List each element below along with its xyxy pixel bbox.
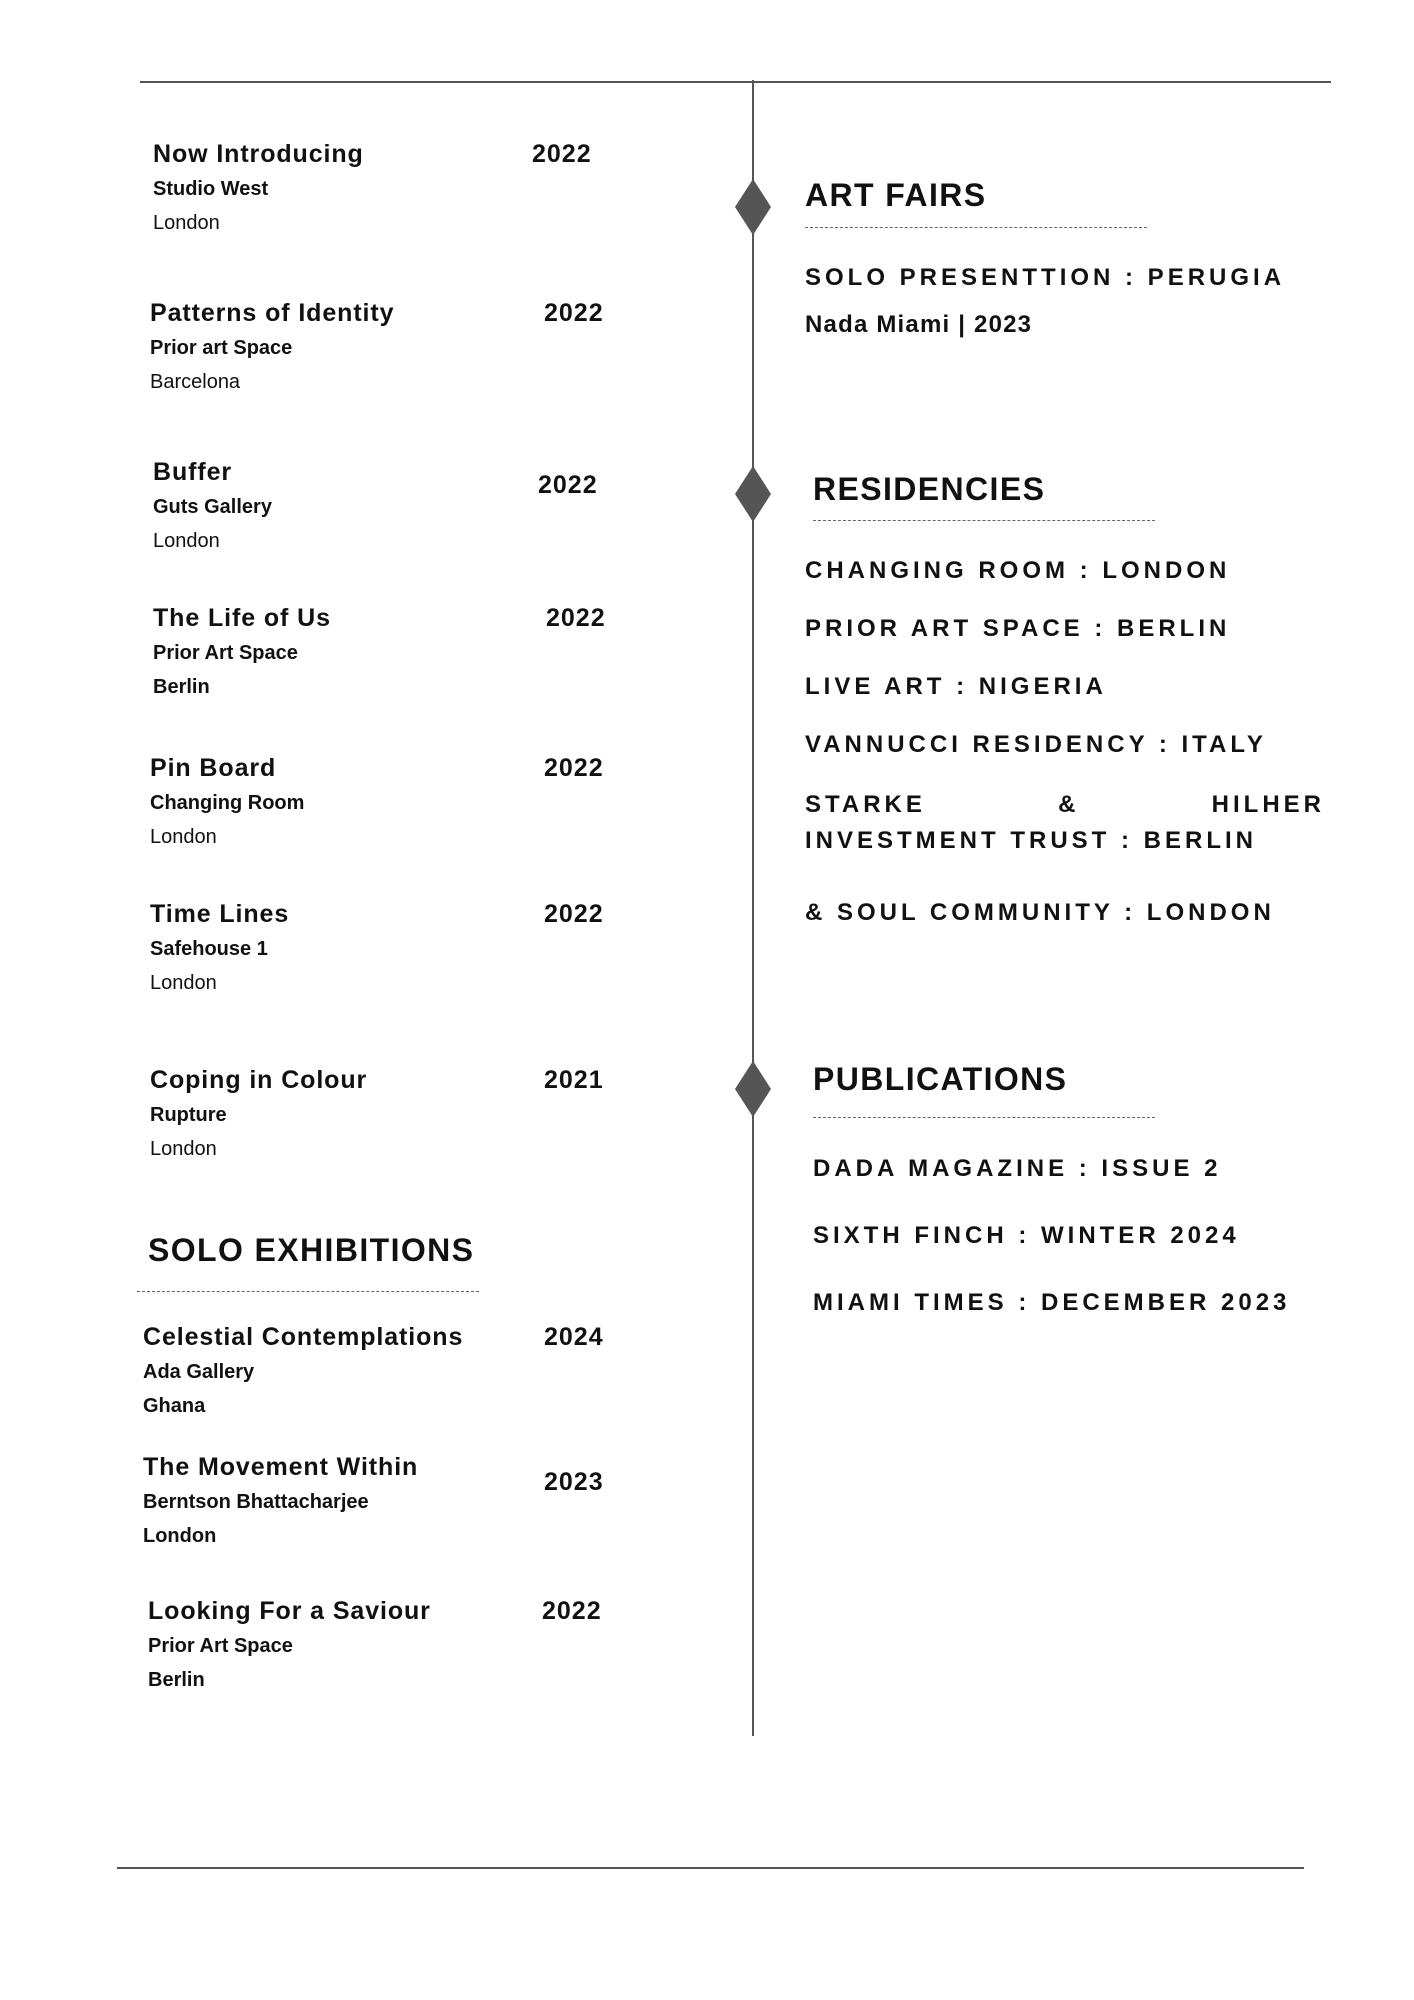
heading-divider xyxy=(805,227,1147,228)
exhibition-venue: Prior Art Space xyxy=(148,1635,293,1657)
art-fair-item: Nada Miami | 2023 xyxy=(805,311,1033,338)
art-fairs-heading: ART FAIRS xyxy=(805,177,987,213)
exhibition-city: London xyxy=(153,212,220,234)
exhibition-venue: Studio West xyxy=(153,178,269,200)
exhibition-city: Ghana xyxy=(143,1395,206,1417)
residency-item: & SOUL COMMUNITY : LONDON xyxy=(805,899,1275,926)
publication-item: DADA MAGAZINE : ISSUE 2 xyxy=(813,1155,1222,1182)
exhibition-city: Berlin xyxy=(153,676,210,698)
exhibition-title: Patterns of Identity xyxy=(150,299,395,327)
exhibition-title: The Life of Us xyxy=(153,604,331,632)
heading-divider xyxy=(813,1117,1155,1118)
solo-exhibitions-heading: SOLO EXHIBITIONS xyxy=(148,1232,475,1268)
exhibition-venue: Changing Room xyxy=(150,792,305,814)
diamond-marker-art-fairs xyxy=(735,179,771,235)
heading-divider xyxy=(137,1291,479,1292)
exhibition-city: London xyxy=(150,972,217,994)
exhibition-year: 2021 xyxy=(544,1066,604,1094)
exhibition-venue: Prior art Space xyxy=(150,337,293,359)
exhibition-venue: Guts Gallery xyxy=(153,496,272,518)
exhibition-title: Pin Board xyxy=(150,754,277,782)
exhibition-title: The Movement Within xyxy=(143,1453,419,1481)
exhibition-year: 2022 xyxy=(544,299,604,327)
exhibition-title: Coping in Colour xyxy=(150,1066,368,1094)
exhibition-title: Time Lines xyxy=(150,900,290,928)
residencies-heading: RESIDENCIES xyxy=(813,471,1046,507)
diamond-marker-residencies xyxy=(735,466,771,522)
exhibition-year: 2022 xyxy=(544,900,604,928)
exhibition-year: 2023 xyxy=(544,1468,604,1496)
heading-divider xyxy=(813,520,1155,521)
timeline-line xyxy=(752,80,754,1736)
exhibition-year: 2024 xyxy=(544,1323,604,1351)
residency-item: LIVE ART : NIGERIA xyxy=(805,673,1107,700)
bottom-rule xyxy=(117,1867,1304,1869)
residency-item-multiline xyxy=(805,787,1325,859)
exhibition-venue: Berntson Bhattacharjee xyxy=(143,1491,369,1513)
exhibition-venue: Rupture xyxy=(150,1104,227,1126)
exhibition-venue: Prior Art Space xyxy=(153,642,298,664)
exhibition-city: Barcelona xyxy=(150,371,241,393)
exhibition-year: 2022 xyxy=(544,754,604,782)
exhibition-title: Buffer xyxy=(153,458,233,486)
exhibition-venue: Safehouse 1 xyxy=(150,938,268,960)
residency-item: PRIOR ART SPACE : BERLIN xyxy=(805,615,1231,642)
top-rule xyxy=(140,81,1331,83)
exhibition-city: London xyxy=(153,530,220,552)
exhibition-year: 2022 xyxy=(542,1597,602,1625)
publication-item: SIXTH FINCH : WINTER 2024 xyxy=(813,1222,1240,1249)
exhibition-title: Now Introducing xyxy=(153,140,364,168)
art-fair-item: SOLO PRESENTTION : PERUGIA xyxy=(805,264,1286,291)
residency-item-line: INVESTMENT TRUST : BERLIN xyxy=(805,827,1257,854)
exhibition-year: 2022 xyxy=(546,604,606,632)
residency-item: VANNUCCI RESIDENCY : ITALY xyxy=(805,731,1267,758)
diamond-marker-publications xyxy=(735,1061,771,1117)
exhibition-title: Looking For a Saviour xyxy=(148,1597,431,1625)
exhibition-venue: Ada Gallery xyxy=(143,1361,255,1383)
exhibition-year: 2022 xyxy=(538,471,598,499)
residency-item: CHANGING ROOM : LONDON xyxy=(805,557,1231,584)
exhibition-city: London xyxy=(150,1138,217,1160)
exhibition-title: Celestial Contemplations xyxy=(143,1323,464,1351)
publications-heading: PUBLICATIONS xyxy=(813,1061,1068,1097)
exhibition-city: Berlin xyxy=(148,1669,205,1691)
exhibition-year: 2022 xyxy=(532,140,592,168)
exhibition-city: London xyxy=(143,1525,217,1547)
residency-item-line: STARKE & HILHER xyxy=(805,791,1326,818)
exhibition-city: London xyxy=(150,826,217,848)
publication-item: MIAMI TIMES : DECEMBER 2023 xyxy=(813,1289,1291,1316)
